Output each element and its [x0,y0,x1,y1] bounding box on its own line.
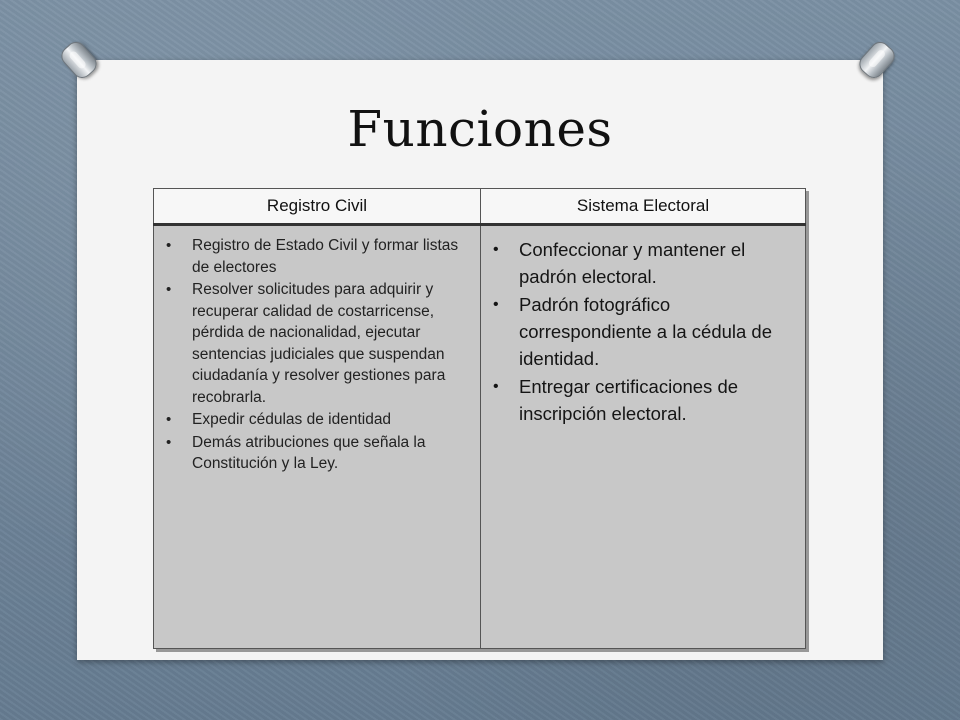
sistema-electoral-cell [481,225,806,649]
list-item: • Confeccionar y mantener el padrón electoral. [493,236,797,290]
list-item: • Resolver solicitudes para adquirir y recuperar calidad de costarricense, pérdida de nacionalidad, ejecutar sentencias judiciales que suspendan ciudadanía y resolver gestiones para recobrarla. [166,279,472,408]
functions-table [153,188,806,649]
header-registro-civil: Registro Civil [154,189,481,225]
list-item: • Padrón fotográfico correspondiente a la cédula de identidad. [493,291,797,372]
list-item: • Registro de Estado Civil y formar listas de electores [166,235,472,278]
list-item: • Demás atribuciones que señala la Constitución y la Ley. [166,432,472,475]
table-row [154,225,806,649]
list-item: • Expedir cédulas de identidad [166,409,472,431]
list-item: • Entregar certificaciones de inscripción electoral. [493,373,797,427]
sistema-electoral-list [481,226,805,427]
registro-civil-cell [154,225,481,649]
registro-civil-list [154,226,480,475]
table-header-row [154,189,806,225]
header-sistema-electoral: Sistema Electoral [481,189,806,225]
slide-title: Funciones [347,100,613,158]
